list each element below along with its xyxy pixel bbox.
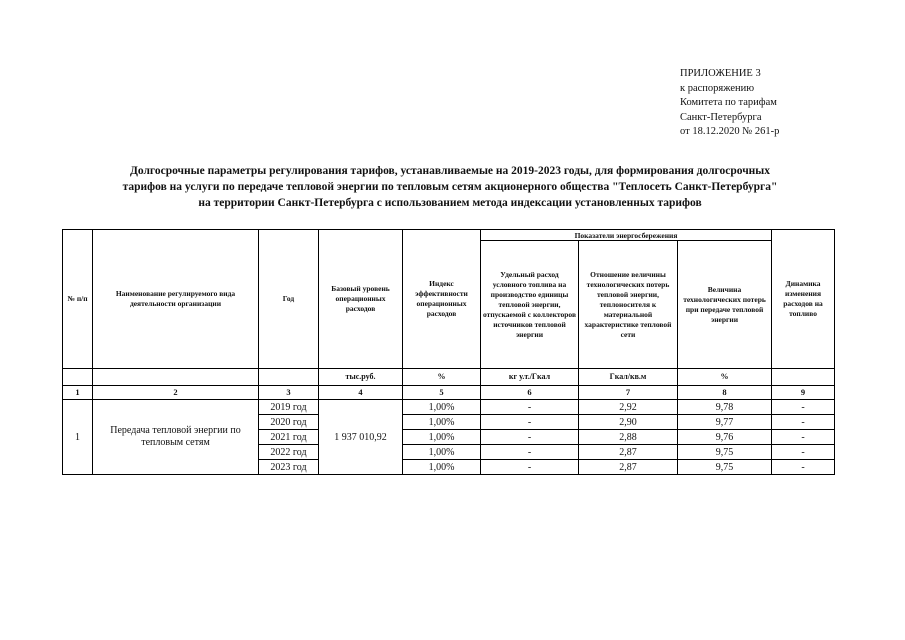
dynamics-cell: - <box>772 430 835 445</box>
losses-cell: 9,75 <box>678 460 772 475</box>
fuel-cell: - <box>481 445 579 460</box>
header-base: Базовый уровень операционных расходов <box>319 230 403 369</box>
col-number: 7 <box>579 386 678 400</box>
dynamics-cell: - <box>772 415 835 430</box>
col-number: 4 <box>319 386 403 400</box>
tariff-parameters-table <box>62 229 835 475</box>
losses-cell: 9,78 <box>678 400 772 415</box>
annex-block <box>680 67 779 140</box>
index-cell: 1,00% <box>403 400 481 415</box>
unit-ratio: Гкал/кв.м <box>579 369 678 386</box>
column-numbers-row <box>63 386 835 400</box>
annex-line: ПРИЛОЖЕНИЕ 3 <box>680 68 761 79</box>
header-fuel: Удельный расход условного топлива на производство единицы тепловой энергии, отпускаемой с коллекторов источников тепловой энергии <box>481 241 579 369</box>
losses-cell: 9,76 <box>678 430 772 445</box>
index-cell: 1,00% <box>403 460 481 475</box>
year-cell: 2023 год <box>259 460 319 475</box>
units-row <box>63 369 835 386</box>
year-cell: 2019 год <box>259 400 319 415</box>
annex-line: от 18.12.2020 № 261-р <box>680 126 780 137</box>
dynamics-cell: - <box>772 460 835 475</box>
title-line: тарифов на услуги по передаче тепловой энергии по тепловым сетям акционерного общества "Теплосеть Санкт-Петербурга" <box>122 181 778 193</box>
header-year: Год <box>259 230 319 369</box>
index-cell: 1,00% <box>403 445 481 460</box>
unit-cell <box>63 369 93 386</box>
ratio-cell: 2,90 <box>579 415 678 430</box>
ratio-cell: 2,88 <box>579 430 678 445</box>
col-number: 9 <box>772 386 835 400</box>
title-line: на территории Санкт-Петербурга с использованием метода индексации установленных тарифов <box>198 197 702 209</box>
table-row <box>63 400 835 415</box>
year-cell: 2020 год <box>259 415 319 430</box>
unit-cell <box>772 369 835 386</box>
ratio-cell: 2,87 <box>579 460 678 475</box>
annex-line: Комитета по тарифам <box>680 97 777 108</box>
annex-line: Санкт-Петербурга <box>680 111 762 123</box>
row-number: 1 <box>63 400 93 475</box>
col-number: 3 <box>259 386 319 400</box>
base-level-value: 1 937 010,92 <box>319 400 403 475</box>
col-number: 8 <box>678 386 772 400</box>
header-index: Индекс эффективности операционных расходов <box>403 230 481 369</box>
unit-cell <box>93 369 259 386</box>
annex-line: к распоряжению <box>680 82 755 94</box>
year-cell: 2021 год <box>259 430 319 445</box>
header-num: № п/п <box>63 230 93 369</box>
ratio-cell: 2,87 <box>579 445 678 460</box>
col-number: 5 <box>403 386 481 400</box>
fuel-cell: - <box>481 460 579 475</box>
col-number: 2 <box>93 386 259 400</box>
unit-fuel: кг у.т./Гкал <box>481 369 579 386</box>
header-group-energy-saving: Показатели энергосбережения <box>481 230 772 241</box>
fuel-cell: - <box>481 430 579 445</box>
fuel-cell: - <box>481 400 579 415</box>
index-cell: 1,00% <box>403 415 481 430</box>
col-number: 1 <box>63 386 93 400</box>
unit-cell <box>259 369 319 386</box>
unit-index: % <box>403 369 481 386</box>
index-cell: 1,00% <box>403 430 481 445</box>
document-title <box>60 163 840 211</box>
unit-losses: % <box>678 369 772 386</box>
activity-name: Передача тепловой энергии по тепловым сетям <box>93 400 259 475</box>
header-losses: Величина технологических потерь при передаче тепловой энергии <box>678 241 772 369</box>
dynamics-cell: - <box>772 445 835 460</box>
header-dynamics: Динамика изменения расходов на топливо <box>772 230 835 369</box>
year-cell: 2022 год <box>259 445 319 460</box>
losses-cell: 9,75 <box>678 445 772 460</box>
header-ratio: Отношение величины технологических потерь тепловой энергии, теплоносителя к материальной характеристике тепловой сети <box>579 241 678 369</box>
header-name: Наименование регулируемого вида деятельности организации <box>93 230 259 369</box>
losses-cell: 9,77 <box>678 415 772 430</box>
ratio-cell: 2,92 <box>579 400 678 415</box>
unit-base: тыс.руб. <box>319 369 403 386</box>
title-line: Долгосрочные параметры регулирования тарифов, устанавливаемые на 2019-2023 годы, для формирования долгосрочных <box>129 165 771 177</box>
col-number: 6 <box>481 386 579 400</box>
dynamics-cell: - <box>772 400 835 415</box>
fuel-cell: - <box>481 415 579 430</box>
